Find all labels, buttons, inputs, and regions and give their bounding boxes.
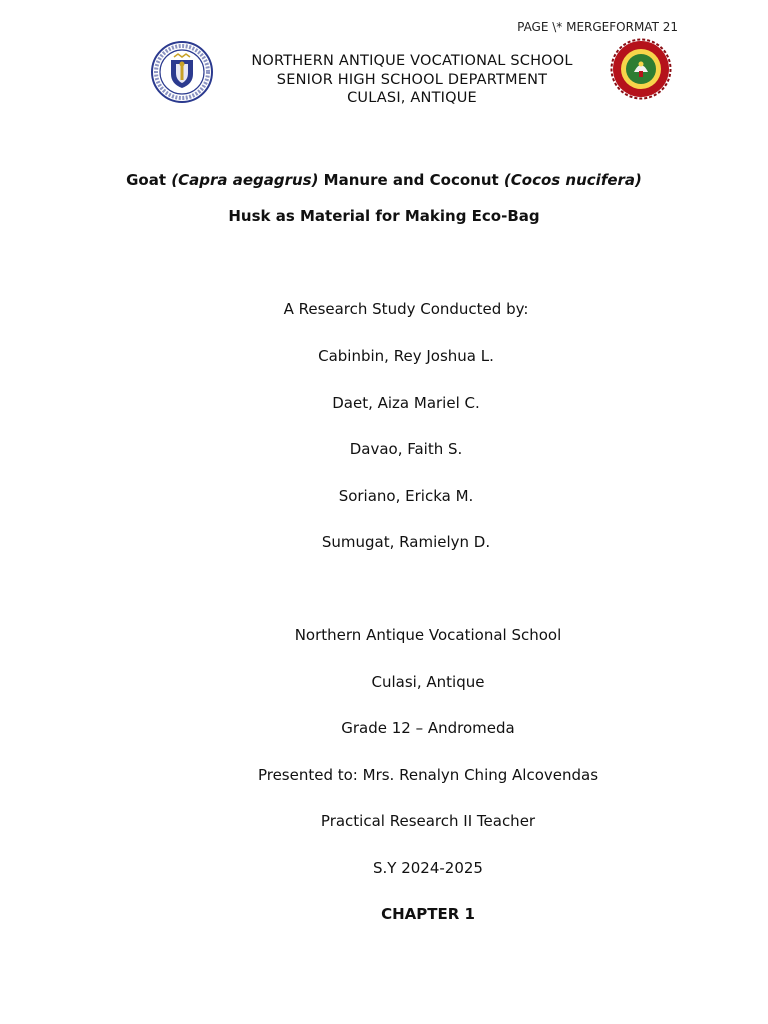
school-location: CULASI, ANTIQUE: [347, 90, 477, 106]
study-title-line-2: Husk as Material for Making Eco-Bag: [228, 207, 540, 225]
title-scientific-goat: (Capra aegagrus): [171, 171, 319, 189]
author-2: Daet, Aiza Mariel C.: [332, 394, 480, 412]
page-number-field: PAGE \* MERGEFORMAT 21: [517, 20, 678, 34]
school-name-footer: Northern Antique Vocational School: [294, 626, 562, 644]
deped-seal-icon: [150, 40, 214, 104]
grade-section: Grade 12 – Andromeda: [341, 719, 515, 737]
teacher-role: Practical Research II Teacher: [320, 812, 536, 830]
presented-to: Presented to: Mrs. Renalyn Ching Alcovendas: [257, 766, 599, 784]
byline: A Research Study Conducted by:: [283, 300, 529, 318]
chapter-heading: CHAPTER 1: [381, 905, 475, 923]
school-name: NORTHERN ANTIQUE VOCATIONAL SCHOOL: [251, 53, 573, 69]
town: Culasi, Antique: [371, 673, 485, 691]
author-1: Cabinbin, Rey Joshua L.: [318, 347, 494, 365]
author-4: Soriano, Ericka M.: [338, 487, 474, 505]
document-header: [150, 38, 672, 108]
school-heading: [220, 52, 604, 108]
department-name: SENIOR HIGH SCHOOL DEPARTMENT: [276, 71, 548, 88]
title-text-coconut: Manure and Coconut: [318, 171, 504, 189]
author-3: Davao, Faith S.: [349, 440, 463, 458]
title-text-goat: Goat: [126, 171, 172, 189]
school-year: S.Y 2024-2025: [373, 859, 483, 877]
study-title-line-1: [0, 171, 768, 189]
school-seal-icon: [610, 38, 672, 100]
title-scientific-coconut: (Cocos nucifera): [503, 171, 642, 189]
author-5: Sumugat, Ramielyn D.: [321, 533, 491, 551]
